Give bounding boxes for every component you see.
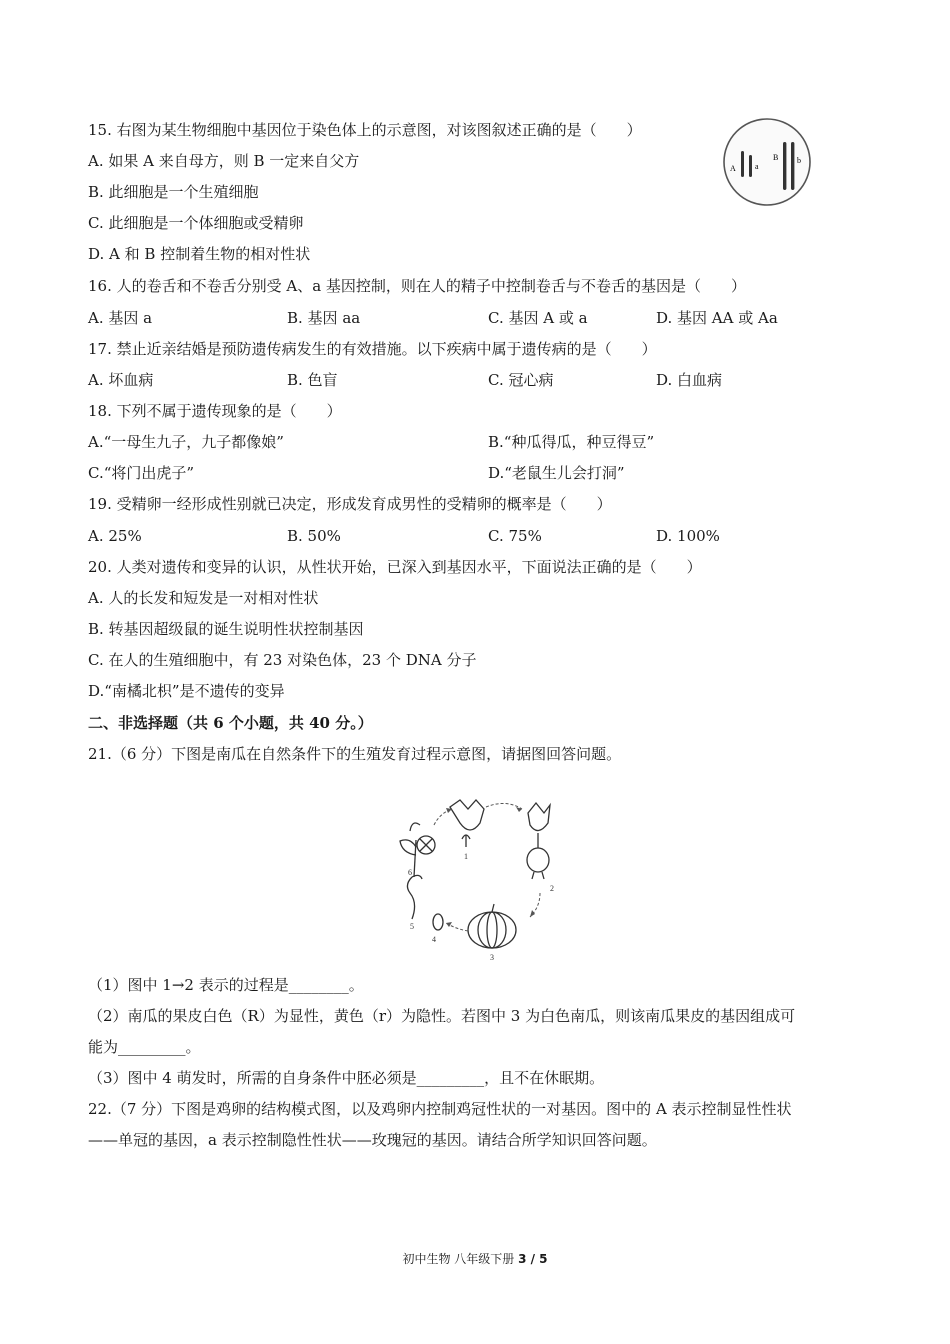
pumpkin-lifecycle-figure bbox=[380, 795, 560, 965]
chromosome-2 bbox=[749, 155, 752, 177]
q15-option-c: C. 此细胞是一个体细胞或受精卵 bbox=[88, 214, 304, 232]
q21-sub3: （3）图中 4 萌发时，所需的自身条件中胚必须是_________，且不在休眠期。 bbox=[88, 1069, 605, 1087]
section-heading: 二、非选择题（共 6 个小题，共 40 分。） bbox=[88, 714, 373, 732]
q18-stem: 18. 下列不属于遗传现象的是（ ） bbox=[88, 402, 342, 420]
q15-option-d: D. A 和 B 控制着生物的相对性状 bbox=[88, 245, 311, 263]
q16-option-c: C. 基因 A 或 a bbox=[488, 309, 588, 327]
q17-option-a: A. 坏血病 bbox=[88, 371, 154, 389]
q18-option-a: A.“一母生九子，九子都像娘” bbox=[88, 433, 284, 451]
footer-page-number: 3 / 5 bbox=[518, 1252, 548, 1266]
q17-option-c: C. 冠心病 bbox=[488, 371, 554, 389]
q20-option-a: A. 人的长发和短发是一对相对性状 bbox=[88, 589, 319, 607]
q20-stem: 20. 人类对遗传和变异的认识，从性状开始，已深入到基因水平，下面说法正确的是（ ） bbox=[88, 558, 702, 576]
chromosome-1 bbox=[741, 151, 744, 177]
label-a: a bbox=[755, 162, 759, 171]
q16-option-b: B. 基因 aa bbox=[287, 309, 361, 327]
q19-option-c: C. 75% bbox=[488, 527, 542, 545]
chromosome-cell-figure bbox=[722, 117, 812, 207]
q19-option-a: A. 25% bbox=[88, 527, 142, 545]
q17-option-d: D. 白血病 bbox=[656, 371, 723, 389]
seedling-stage-5 bbox=[407, 875, 422, 919]
label-1: 1 bbox=[464, 852, 468, 861]
q15-stem: 15. 右图为某生物细胞中基因位于染色体上的示意图，对该图叙述正确的是（ ） bbox=[88, 121, 642, 139]
label-2: 2 bbox=[550, 884, 554, 893]
q19-stem: 19. 受精卵一经形成性别就已决定，形成发育成男性的受精卵的概率是（ ） bbox=[88, 495, 612, 513]
label-6: 6 bbox=[408, 868, 412, 877]
flower-stage-1 bbox=[450, 800, 484, 847]
q17-stem: 17. 禁止近亲结婚是预防遗传病发生的有效措施。以下疾病中属于遗传病的是（ ） bbox=[88, 340, 657, 358]
q16-option-d: D. 基因 AA 或 Aa bbox=[656, 309, 778, 327]
label-4: 4 bbox=[432, 935, 436, 944]
q19-option-d: D. 100% bbox=[656, 527, 720, 545]
pumpkin-stage-3 bbox=[468, 904, 516, 948]
q15-option-a: A. 如果 A 来自母方，则 B 一定来自父方 bbox=[88, 152, 360, 170]
q15-option-b: B. 此细胞是一个生殖细胞 bbox=[88, 183, 259, 201]
q19-option-b: B. 50% bbox=[287, 527, 341, 545]
arrow-heads bbox=[446, 807, 535, 927]
label-5: 5 bbox=[410, 922, 414, 931]
q22-line2: ——单冠的基因，a 表示控制隐性性状——玫瑰冠的基因。请结合所学知识回答问题。 bbox=[88, 1131, 657, 1149]
chromosome-4 bbox=[791, 142, 794, 190]
label-A: A bbox=[730, 164, 736, 173]
label-3: 3 bbox=[490, 953, 494, 962]
page-footer bbox=[0, 1250, 950, 1267]
footer-subject: 初中生物 八年级下册 bbox=[402, 1252, 519, 1266]
q20-option-c: C. 在人的生殖细胞中，有 23 对染色体，23 个 DNA 分子 bbox=[88, 651, 477, 669]
q21-sub2-line1: （2）南瓜的果皮白色（R）为显性，黄色（r）为隐性。若图中 3 为白色南瓜，则该南瓜果皮的基因组成可 bbox=[88, 1007, 796, 1025]
q16-stem: 16. 人的卷舌和不卷舌分别受 A、a 基因控制，则在人的精子中控制卷舌与不卷舌的基因是（ ） bbox=[88, 277, 746, 295]
q18-option-c: C.“将门出虎子” bbox=[88, 464, 195, 482]
q21-stem: 21.（6 分）下图是南瓜在自然条件下的生殖发育过程示意图，请据图回答问题。 bbox=[88, 745, 622, 763]
q20-option-d: D.“南橘北枳”是不遗传的变异 bbox=[88, 682, 285, 700]
q17-option-b: B. 色盲 bbox=[287, 371, 338, 389]
q21-sub2-line2: 能为_________。 bbox=[88, 1038, 201, 1056]
q16-option-a: A. 基因 a bbox=[88, 309, 153, 327]
q18-option-d: D.“老鼠生儿会打洞” bbox=[488, 464, 625, 482]
flower-stage-2 bbox=[527, 803, 550, 879]
seed-stage-4 bbox=[433, 914, 443, 930]
q18-option-b: B.“种瓜得瓜，种豆得豆” bbox=[488, 433, 655, 451]
chromosome-3 bbox=[783, 142, 786, 190]
label-b: b bbox=[797, 156, 801, 165]
q20-option-b: B. 转基因超级鼠的诞生说明性状控制基因 bbox=[88, 620, 364, 638]
q21-sub1: （1）图中 1→2 表示的过程是________。 bbox=[88, 976, 364, 994]
plant-stage-6 bbox=[400, 823, 435, 877]
q22-line1: 22.（7 分）下图是鸡卵的结构模式图，以及鸡卵内控制鸡冠性状的一对基因。图中的 A 表示控制显性性状 bbox=[88, 1100, 792, 1118]
label-B: B bbox=[773, 153, 779, 162]
